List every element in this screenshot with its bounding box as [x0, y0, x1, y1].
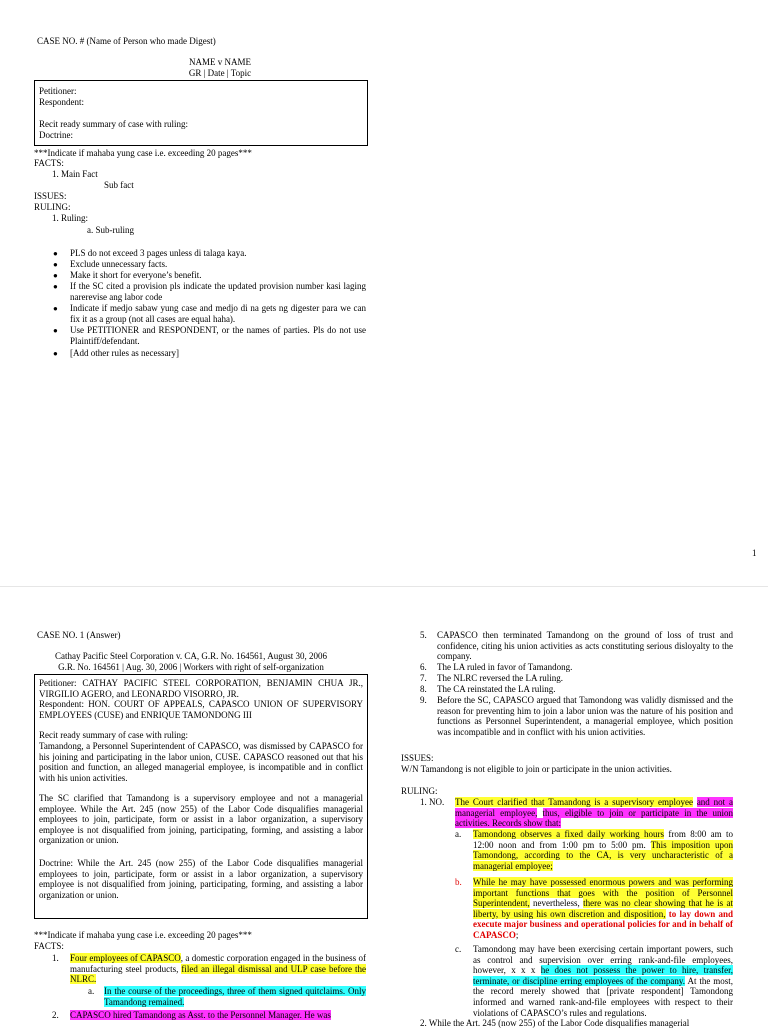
recit-summary-1: Tamandong, a Personnel Superintendent of CAPASCO, was dismissed by CAPASCO for his joining and participating in the labor union, CUSE. CAPASCO reasoned out that his position and function, an alleged managerial employee, is incompatible and in conflict with his union activities. [39, 741, 363, 783]
highlight-cyan: he does not possess the power to hire, transfer, terminate, or discipline erring employees of the company. [473, 965, 733, 986]
page-divider [0, 586, 768, 587]
highlight-cyan: In the course of the proceedings, three of them signed quitclaims. Only Tamandong remained. [104, 986, 366, 1007]
sub-fact: Sub fact [104, 180, 134, 190]
fact-number: 7. [420, 673, 427, 683]
fact-1-text: , a domestic corporation engaged in the business of manufacturing steel products, [70, 953, 366, 974]
facts-heading-answer: FACTS: [34, 941, 64, 951]
bullet-icon: ● [53, 271, 58, 280]
emphasis-red: to lay down and execute major business and operational policies for and in behalf of CAPASCO [473, 908, 733, 940]
rule-item: Make it short for everyone’s benefit. [70, 270, 202, 280]
fact-6: The LA ruled in favor of Tamandong. [437, 662, 573, 672]
rule-item: Exclude unnecessary facts. [70, 259, 168, 269]
fact-1 [70, 953, 366, 985]
fact-number: 1. [52, 953, 59, 963]
respondent-label: Respondent: [39, 97, 84, 107]
recit-label: Recit ready summary of case with ruling: [39, 119, 188, 129]
fact-letter: a. [88, 986, 95, 996]
issue-text: W/N Tamandong is not eligible to join or participate in the union activities. [401, 764, 672, 774]
recit-summary-2: The SC clarified that Tamandong is a supervisory employee and not a managerial employee. While the Art. 245 (now 255) of the Labor Code disqualifies managerial employees to join, participate, form or assist in a labor organization, a supervisory employee is not disqualified from joining, participating, forming, and assisting a labor organization or union. [39, 793, 363, 846]
case-heading-answer: CASE NO. 1 (Answer) [37, 630, 121, 640]
fact-number: 8. [420, 684, 427, 694]
highlight-magenta: thus, eligible to join or participate in the union activities. Records show that: [455, 807, 733, 829]
highlight-magenta: CAPASCO hired Tamandong as Asst. to the Personnel Manager. He was [70, 1010, 331, 1020]
bullet-icon: ● [53, 326, 58, 335]
fact-number: 6. [420, 662, 427, 672]
ruling-b [473, 877, 733, 941]
ruling-heading: RULING: [34, 202, 71, 212]
fact-1a [104, 986, 366, 1007]
fact-number: 5. [420, 630, 427, 640]
highlight-yellow: Tamondong observes a fixed daily working hours [473, 829, 665, 839]
rule-item: [Add other rules as necessary] [70, 348, 179, 358]
rule-item: Use PETITIONER and RESPONDENT, or the names of parties. Pls do not use Plaintiff/defendant. [70, 325, 366, 346]
ruling-c [473, 944, 733, 1018]
fact-number: 2. [52, 1010, 59, 1020]
rule-item: If the SC cited a provision pls indicate the updated provision number kasi laging narerevise ang labor code [70, 281, 366, 302]
highlight-yellow: This imposition upon Tamondong, according to the CA, is very uncharacteristic of a managerial employee; [473, 839, 733, 871]
main-fact: 1. Main Fact [52, 169, 98, 179]
fact-9: Before the SC, CAPASCO argued that Tamondong was validly dismissed and the reason for preventing him to join a labor union was the nature of his position and functions as Personnel Superintendent, a managerial employee, which position was incompatible and in conflict with his union activities. [437, 695, 733, 737]
case-subtitle-answer: G.R. No. 164561 | Aug. 30, 2006 | Workers with right of self-organization [58, 662, 324, 672]
doctrine-text: Doctrine: While the Art. 245 (now 255) of the Labor Code disqualifies managerial employees to join, participate, form or assist in a labor organization, a supervisory employee is not disqualified from joining, participating, forming, and assisting a labor organization or union. [39, 858, 363, 900]
ruling-c-text-2: At the most, the record merely showed that [private respondent] Tamondong informed and warned rank-and-file employees with respect to their violations of CAPASCO’s rules and regulations. [473, 975, 733, 1018]
highlight-yellow: The Court clarified that Tamandong is a supervisory employee [455, 797, 693, 807]
fact-2 [70, 1010, 331, 1021]
bullet-icon: ● [53, 349, 58, 358]
fact-number: 9. [420, 695, 427, 705]
highlight-yellow: Four employees of CAPASCO [70, 953, 181, 963]
ruling-b-end: ; [515, 929, 519, 940]
highlight-yellow: there was no clear showing that he is at liberty, by using his own discretion and disposition, [473, 898, 733, 919]
highlight-yellow: filed an illegal dismissal and ULP case before the NLRC. [70, 963, 366, 985]
ruling-a-text: from 8:00 am to 12:00 noon and from 1:00 pm to 5:00 pm. [473, 829, 733, 850]
ruling-main [455, 797, 733, 829]
case-title: NAME v NAME [189, 57, 251, 67]
case-heading: CASE NO. # (Name of Person who made Digest) [37, 36, 216, 46]
petitioner-text: Petitioner: CATHAY PACIFIC STEEL CORPORATION, BENJAMIN CHUA JR., VIRGILIO AGERO, and LEONARDO VISORRO, JR. [39, 678, 363, 699]
page-number: 1 [752, 548, 757, 558]
highlight-magenta: and not a managerial employee, [455, 797, 734, 818]
bullet-icon: ● [53, 249, 58, 258]
ruling-b-text: nevertheless, [529, 898, 584, 909]
recit-label: Recit ready summary of case with ruling: [39, 730, 188, 740]
fact-7: The NLRC reversed the LA ruling. [437, 673, 563, 683]
case-title-answer: Cathay Pacific Steel Corporation v. CA, G.R. No. 164561, August 30, 2006 [55, 651, 327, 661]
petitioner-label: Petitioner: [39, 86, 77, 96]
ruling-a [473, 829, 733, 871]
length-note-answer: ***Indicate if mahaba yung case i.e. exceeding 20 pages*** [34, 930, 252, 940]
fact-5: CAPASCO then terminated Tamandong on the ground of loss of trust and confidence, citing his union activities as acts constituting serious disloyalty to the company. [437, 630, 733, 662]
ruling-letter: b. [455, 877, 462, 887]
highlight-yellow: While he may have possessed enormous powers and was performing important functions that goes with the position of Personnel Superintendent, [473, 877, 733, 909]
doctrine-label: Doctrine: [39, 130, 73, 140]
bullet-icon: ● [53, 260, 58, 269]
facts-heading: FACTS: [34, 158, 64, 168]
case-subtitle: GR | Date | Topic [188, 68, 252, 78]
fact-8: The CA reinstated the LA ruling. [437, 684, 556, 694]
issues-heading: ISSUES: [34, 191, 67, 201]
rule-item: Indicate if medjo sabaw yung case and medjo di na gets ng digester para we can fix it as a group (not all cases are equal haha). [70, 303, 366, 324]
ruling-heading-answer: RULING: [401, 786, 438, 796]
rule-item: PLS do not exceed 3 pages unless di talaga kaya. [70, 248, 247, 258]
ruling-2-partial: 2. While the Art. 245 (now 255) of the Labor Code disqualifies managerial [420, 1018, 690, 1028]
ruling-c-text: Tamondong may have been exercising certain important powers, such as control and supervision over erring rank-and-file employees, however, x x x [473, 944, 733, 976]
bullet-icon: ● [53, 304, 58, 313]
ruling-letter: a. [455, 829, 462, 839]
parties-box [34, 80, 368, 146]
respondent-text: Respondent: HON. COURT OF APPEALS, CAPASCO UNION OF SUPERVISORY EMPLOYEES (CUSE) and ENRIQUE TAMONDONG III [39, 699, 363, 720]
bullet-icon: ● [53, 282, 58, 291]
ruling-item: 1. Ruling: [52, 213, 89, 223]
sub-ruling: a. Sub-ruling [87, 225, 134, 235]
ruling-number: 1. NO. [420, 797, 445, 807]
length-note: ***Indicate if mahaba yung case i.e. exceeding 20 pages*** [34, 148, 252, 158]
ruling-letter: c. [455, 944, 462, 954]
parties-box-answer [34, 674, 368, 919]
issues-heading-answer: ISSUES: [401, 753, 434, 763]
